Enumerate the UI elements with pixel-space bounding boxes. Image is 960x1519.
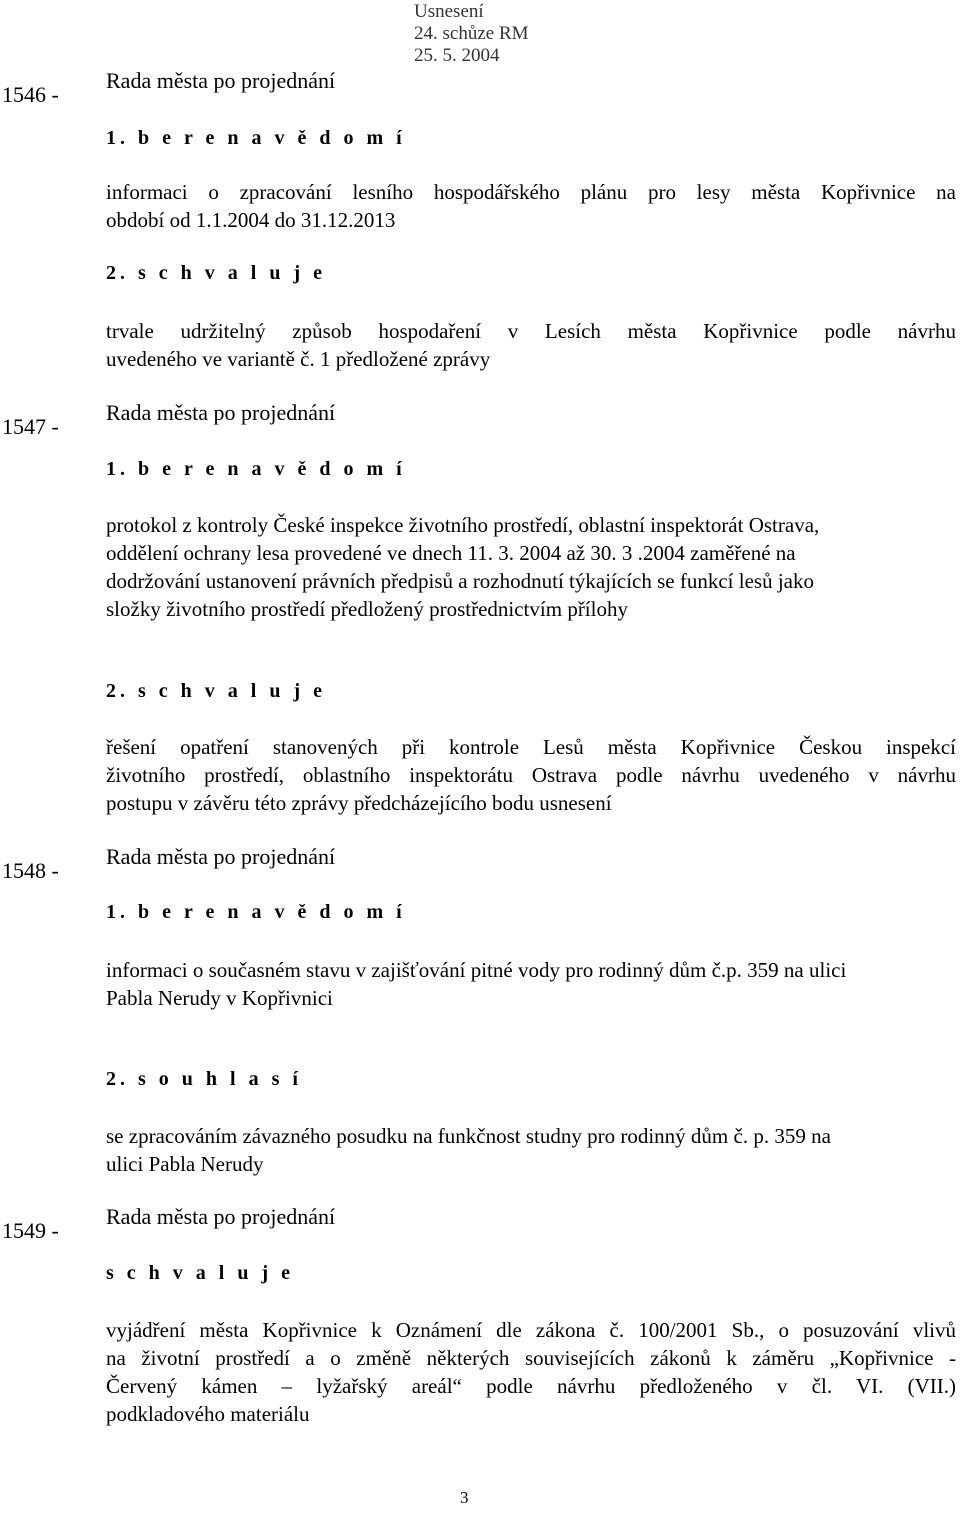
resolution-intro: Rada města po projednání (106, 1204, 336, 1229)
resolution-number: 1549 - (2, 1218, 59, 1243)
resolution-text-line: vyjádření města Kopřivnice k Oznámení dle zákona č. 100/2001 Sb., o posuzování vlivů (106, 1318, 956, 1342)
resolution-text-line: dodržování ustanovení právních předpisů a rozhodnutí týkajících se funkcí lesů jako (106, 569, 814, 593)
resolution-intro: Rada města po projednání (106, 68, 336, 93)
header-meeting: 24. schůze RM (414, 23, 529, 44)
resolution-verb: 1. b e r e n a v ě d o m í (106, 458, 406, 480)
resolution-verb: 2. s c h v a l u j e (106, 680, 326, 702)
resolution-text-line: životního prostředí, oblastního inspektorátu Ostrava podle návrhu uvedeného v návrhu (106, 763, 956, 787)
resolution-text-line: informaci o zpracování lesního hospodářského plánu pro lesy města Kopřivnice na (106, 180, 956, 204)
resolution-text-line: protokol z kontroly České inspekce životního prostředí, oblastní inspektorát Ostrava, (106, 513, 820, 537)
page-number: 3 (460, 1488, 469, 1507)
resolution-verb: 2. s c h v a l u j e (106, 262, 326, 284)
resolution-text-line: složky životního prostředí předložený prostřednictvím přílohy (106, 597, 628, 621)
resolution-text-line: ulici Pabla Nerudy (106, 1152, 264, 1176)
resolution-text-line: Pabla Nerudy v Kopřivnici (106, 986, 333, 1010)
resolution-text-line: se zpracováním závazného posudku na funkčnost studny pro rodinný dům č. p. 359 na (106, 1124, 831, 1148)
resolution-verb: 2. s o u h l a s í (106, 1068, 302, 1090)
resolution-text-line: na životní prostředí a o změně některých souvisejících zákonů k záměru „Kopřivnice - (106, 1346, 956, 1370)
resolution-intro: Rada města po projednání (106, 844, 336, 869)
resolution-number: 1547 - (2, 414, 59, 439)
header-date: 25. 5. 2004 (414, 45, 500, 66)
resolution-number: 1548 - (2, 858, 59, 883)
resolution-text-line: období od 1.1.2004 do 31.12.2013 (106, 208, 396, 232)
resolution-text-line: Červený kámen – lyžařský areál“ podle návrhu předloženého v čl. VI. (VII.) (106, 1374, 956, 1398)
resolution-text-line: trvale udržitelný způsob hospodaření v Lesích města Kopřivnice podle návrhu (106, 319, 956, 343)
resolution-text-line: postupu v závěru této zprávy předcházejícího bodu usnesení (106, 791, 612, 815)
resolution-verb: 1. b e r e n a v ě d o m í (106, 901, 406, 923)
resolution-verb: s c h v a l u j e (106, 1262, 294, 1284)
resolution-intro: Rada města po projednání (106, 400, 336, 425)
resolution-text-line: podkladového materiálu (106, 1402, 310, 1426)
resolution-text-line: řešení opatření stanovených při kontrole Lesů města Kopřivnice Českou inspekcí (106, 735, 956, 759)
resolution-number: 1546 - (2, 82, 59, 107)
header-title: Usnesení (414, 1, 484, 22)
resolution-text-line: oddělení ochrany lesa provedené ve dnech 11. 3. 2004 až 30. 3 .2004 zaměřené na (106, 541, 796, 565)
resolution-text-line: informaci o současném stavu v zajišťování pitné vody pro rodinný dům č.p. 359 na ulici (106, 958, 847, 982)
resolution-text-line: uvedeného ve variantě č. 1 předložené zprávy (106, 347, 491, 371)
resolution-verb: 1. b e r e n a v ě d o m í (106, 127, 406, 149)
